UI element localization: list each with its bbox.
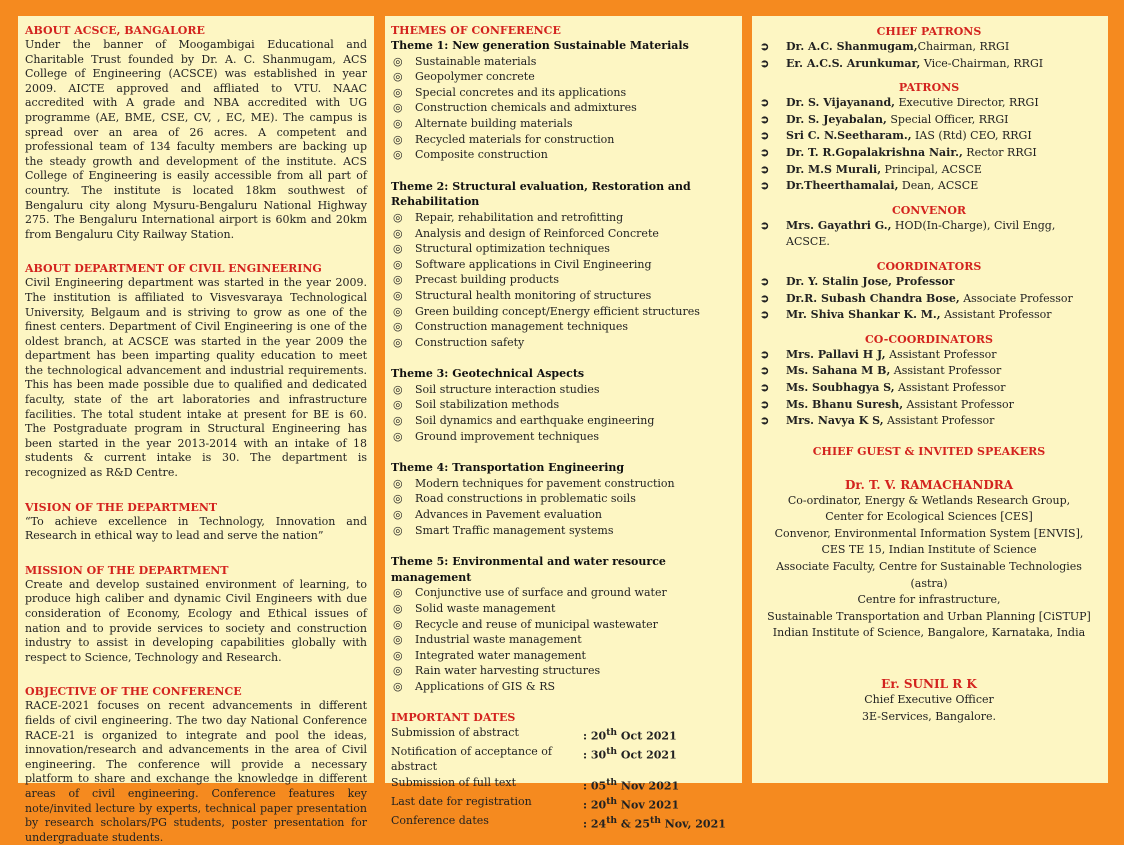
theme-item: ◎ Soil structure interaction studies bbox=[393, 382, 600, 396]
speaker-line: CES TE 15, Indian Institute of Science bbox=[821, 543, 1037, 557]
theme-block bbox=[391, 179, 734, 351]
middle-panel bbox=[385, 16, 742, 831]
speaker-line: Center for Ecological Sciences [CES] bbox=[825, 510, 1033, 524]
vision-text: “To achieve excellence in Technology, Innovation and Research in ethical way to lead and serve the nation” bbox=[25, 514, 367, 543]
arrow-icon: ➲ bbox=[760, 145, 770, 159]
dates-heading: IMPORTANT DATES bbox=[391, 710, 516, 724]
bullet-icon: ◎ bbox=[393, 382, 403, 396]
bullet-icon: ◎ bbox=[393, 476, 403, 490]
theme-item: ◎ Geopolymer concrete bbox=[393, 70, 535, 84]
co-coordinators-heading: CO-COORDINATORS bbox=[865, 332, 993, 346]
theme-item: ◎ Green building concept/Energy efficient structures bbox=[393, 304, 700, 318]
arrow-icon: ➲ bbox=[760, 274, 770, 288]
bullet-icon: ◎ bbox=[393, 664, 403, 678]
convenor-item: ➲ Mrs. Gayathri G., HOD(In-Charge), Civil Engg, ACSCE. bbox=[760, 218, 1056, 249]
theme-item: ◎ Soil stabilization methods bbox=[393, 398, 560, 412]
date-row: Conference dates : 24th & 25th Nov, 2021 bbox=[391, 814, 726, 831]
bullet-icon: ◎ bbox=[393, 398, 403, 412]
coordinators-heading: COORDINATORS bbox=[876, 259, 982, 273]
theme-item: ◎ Precast building products bbox=[393, 273, 560, 287]
objective-heading: OBJECTIVE OF THE CONFERENCE bbox=[25, 685, 242, 699]
about-dept-heading: ABOUT DEPARTMENT OF CIVIL ENGINEERING bbox=[25, 262, 322, 276]
theme-item: ◎ Recycled materials for construction bbox=[393, 132, 615, 146]
theme-block bbox=[391, 366, 734, 444]
convenor-heading: CONVENOR bbox=[891, 203, 967, 217]
theme-item: ◎ Recycle and reuse of municipal wastewater bbox=[393, 617, 658, 631]
chief-patrons-heading: CHIEF PATRONS bbox=[876, 25, 982, 38]
bullet-icon: ◎ bbox=[393, 210, 403, 224]
speaker-line: 3E-Services, Bangalore. bbox=[861, 709, 997, 723]
bullet-icon: ◎ bbox=[393, 242, 403, 256]
theme-title: Theme 4: Transportation Engineering bbox=[391, 461, 625, 475]
arrow-icon: ➲ bbox=[760, 162, 770, 176]
co-coordinator-item: ➲ Ms. Bhanu Suresh, Assistant Professor bbox=[758, 397, 1100, 414]
bullet-icon: ◎ bbox=[393, 257, 403, 271]
chief-patron-item: ➲ Er. A.C.S. Arunkumar, Vice-Chairman, RRGI bbox=[758, 56, 1100, 73]
bullet-icon: ◎ bbox=[393, 429, 403, 443]
theme-item: ◎ Ground improvement techniques bbox=[393, 429, 599, 443]
patron-item: ➲ Dr. S. Jeyabalan, Special Officer, RRGI bbox=[758, 112, 1100, 129]
theme-item: ◎ Industrial waste management bbox=[393, 633, 582, 647]
speaker-name: Er. SUNIL R K bbox=[881, 677, 977, 692]
bullet-icon: ◎ bbox=[393, 54, 403, 68]
theme-item: ◎ Composite construction bbox=[393, 148, 548, 162]
bullet-icon: ◎ bbox=[393, 132, 403, 146]
bullet-icon: ◎ bbox=[393, 508, 403, 522]
theme-item: ◎ Alternate building materials bbox=[393, 116, 573, 130]
date-row: Submission of abstract : 20th Oct 2021 bbox=[391, 725, 677, 743]
theme-item: ◎ Construction management techniques bbox=[393, 320, 629, 334]
co-coordinator-item: ➲ Mrs. Navya K S, Assistant Professor bbox=[758, 413, 1100, 430]
mission-text: Create and develop sustained environment of learning, to produce high caliber and dynamic Civil Engineers with due consideration of Economy, Ecology and Ethical issues of nation and to provide services to society and construction industry to assist in developing capabilities globally with respect to Science, Technology and Research. bbox=[25, 577, 367, 664]
coordinator-item: ➲ Dr.R. Subash Chandra Bose, Associate Professor bbox=[758, 291, 1100, 308]
bullet-icon: ◎ bbox=[393, 320, 403, 334]
speaker-line: Convenor, Environmental Information System [ENVIS], bbox=[774, 526, 1084, 540]
theme-item: ◎ Structural health monitoring of structures bbox=[393, 288, 652, 302]
theme-item: ◎ Integrated water management bbox=[393, 648, 586, 662]
bullet-icon: ◎ bbox=[393, 679, 403, 693]
bullet-icon: ◎ bbox=[393, 586, 403, 600]
themes-heading: THEMES OF CONFERENCE bbox=[391, 24, 561, 37]
about-dept-text: Civil Engineering department was started in the year 2009. The institution is affiliated to Visvesvaraya Technological University, Belgaum and is striving to grow as one of the finest centers. Department of Civil Engineering is one of the oldest branch, at ACSCE was started in the year 2009 the department has been imparting quality education to meet the technological advancement and industrial requirements. This has been made possible due to qualified and dedicated faculty, state of the art laboratories and infrastructure facilities. The total student intake at present for BE is 60. The Postgraduate program in Structural Engineering has been started in the year 2013-2014 with an intake of 18 students & current intake is 30. The department is recognized as R&D Centre. bbox=[25, 276, 367, 480]
theme-item: ◎ Construction chemicals and admixtures bbox=[393, 101, 637, 115]
theme-item: ◎ Smart Traffic management systems bbox=[393, 523, 614, 537]
theme-item: ◎ Special concretes and its applications bbox=[393, 85, 627, 99]
arrow-icon: ➲ bbox=[760, 347, 770, 361]
bullet-icon: ◎ bbox=[393, 523, 403, 537]
theme-item: ◎ Construction safety bbox=[393, 335, 525, 349]
patron-item: ➲ Dr. T. R.Gopalakrishna Nair., Rector RRGI bbox=[758, 145, 1100, 162]
speaker-line: Associate Faculty, Centre for Sustainable Technologies (astra) bbox=[776, 560, 1082, 590]
theme-block bbox=[391, 554, 734, 694]
bullet-icon: ◎ bbox=[393, 648, 403, 662]
arrow-icon: ➲ bbox=[760, 112, 770, 126]
theme-title: Theme 1: New generation Sustainable Materials bbox=[391, 39, 689, 52]
speaker-line: Chief Executive Officer bbox=[864, 693, 994, 707]
arrow-icon: ➲ bbox=[760, 179, 770, 193]
bullet-icon: ◎ bbox=[393, 116, 403, 130]
co-coordinator-item: ➲ Ms. Sahana M B, Assistant Professor bbox=[758, 363, 1100, 380]
bullet-icon: ◎ bbox=[393, 85, 403, 99]
dates-table bbox=[391, 725, 726, 833]
bullet-icon: ◎ bbox=[393, 70, 403, 84]
bullet-icon: ◎ bbox=[393, 602, 403, 615]
theme-item: ◎ Structural optimization techniques bbox=[393, 242, 610, 256]
bullet-icon: ◎ bbox=[393, 633, 403, 647]
bullet-icon: ◎ bbox=[393, 304, 403, 318]
theme-item: ◎ Solid waste management bbox=[393, 602, 556, 615]
speakers-heading: CHIEF GUEST & INVITED SPEAKERS bbox=[812, 444, 1046, 458]
about-acsce-text: Under the banner of Moogambigai Educational and Charitable Trust founded by Dr. A. C. Shanmugam, ACS College of Engineering (ACSCE) was established in year 2009. AICTE approved and affliated to VTU. NAAC accredited with A grade and NBA accredited with UG programme (AE, BME, CSE, CV, , EC, ME). The campus is spread over an area of 26 acres. A competent and professional team of 134 faculty members are backing up the steady growth and development of the institute. ACS College of Engineering is easily accessible from all part of country. The institute is located 18km southwest of Bengaluru city along Mysuru-Bengaluru National Highway 275. The Bengaluru International airport is 60km and 20km from Bengaluru City Railway Station. bbox=[25, 38, 367, 241]
arrow-icon: ➲ bbox=[760, 40, 770, 53]
date-row: Last date for registration : 20th Nov 2021 bbox=[391, 794, 680, 812]
arrow-icon: ➲ bbox=[760, 397, 770, 411]
chief-patron-item: ➲ Dr. A.C. Shanmugam,Chairman, RRGI bbox=[758, 39, 1100, 56]
date-row: Notification of acceptance of abstract : 30th Oct 2021 bbox=[391, 744, 677, 774]
theme-block bbox=[391, 460, 734, 538]
arrow-icon: ➲ bbox=[760, 129, 770, 143]
co-coordinator-item: ➲ Ms. Soubhagya S, Assistant Professor bbox=[758, 380, 1100, 397]
theme-item: ◎ Modern techniques for pavement construction bbox=[393, 476, 675, 490]
mission-heading: MISSION OF THE DEPARTMENT bbox=[25, 563, 229, 577]
about-acsce-heading: ABOUT ACSCE, BANGALORE bbox=[25, 24, 205, 37]
theme-title: Theme 2: Structural evaluation, Restoration and Rehabilitation bbox=[391, 179, 691, 209]
bullet-icon: ◎ bbox=[393, 226, 403, 240]
patron-item: ➲ Dr. S. Vijayanand, Executive Director, RRGI bbox=[758, 95, 1100, 112]
bullet-icon: ◎ bbox=[393, 492, 403, 506]
theme-item: ◎ Sustainable materials bbox=[393, 54, 537, 68]
objective-text: RACE-2021 focuses on recent advancements in different fields of civil engineering. The two day National Conference RACE-21 is organized to integrate and pool the ideas, innovation/research and advancements in the area of Civil engineering. The conference will provide a necessary platform to share and exchange the knowledge in different areas of civil engineering. Conference features key note/invited lecture by experts, technical paper presentation by research scholars/PG students, poster presentation for undergraduate students. bbox=[25, 699, 367, 844]
theme-item: ◎ Repair, rehabilitation and retrofitting bbox=[393, 210, 624, 224]
speaker-line: Centre for infrastructure, bbox=[857, 593, 1001, 607]
right-panel bbox=[752, 16, 1108, 783]
bullet-icon: ◎ bbox=[393, 101, 403, 115]
speaker-line: Co-ordinator, Energy & Wetlands Research Group, bbox=[787, 493, 1071, 507]
speaker-line: Indian Institute of Science, Bangalore, Karnataka, India bbox=[772, 626, 1086, 640]
coordinator-item: ➲ Dr. Y. Stalin Jose, Professor bbox=[758, 274, 1100, 291]
bullet-icon: ◎ bbox=[393, 148, 403, 162]
bullet-icon: ◎ bbox=[393, 273, 403, 287]
theme-item: ◎ Analysis and design of Reinforced Concrete bbox=[393, 226, 659, 240]
theme-block bbox=[391, 38, 734, 163]
theme-item: ◎ Road constructions in problematic soils bbox=[393, 492, 636, 506]
bullet-icon: ◎ bbox=[393, 414, 403, 428]
bullet-icon: ◎ bbox=[393, 617, 403, 631]
arrow-icon: ➲ bbox=[760, 364, 770, 378]
coordinator-item: ➲ Mr. Shiva Shankar K. M., Assistant Professor bbox=[758, 307, 1100, 324]
vision-heading: VISION OF THE DEPARTMENT bbox=[25, 500, 218, 514]
theme-item: ◎ Applications of GIS & RS bbox=[393, 679, 556, 693]
theme-item: ◎ Soil dynamics and earthquake engineering bbox=[393, 414, 655, 428]
arrow-icon: ➲ bbox=[760, 414, 770, 428]
bullet-icon: ◎ bbox=[393, 335, 403, 349]
arrow-icon: ➲ bbox=[760, 308, 770, 322]
arrow-icon: ➲ bbox=[760, 96, 770, 110]
theme-item: ◎ Rain water harvesting structures bbox=[393, 664, 601, 678]
speaker-name: Dr. T. V. RAMACHANDRA bbox=[844, 477, 1014, 492]
theme-title: Theme 3: Geotechnical Aspects bbox=[391, 367, 585, 381]
arrow-icon: ➲ bbox=[760, 218, 770, 232]
speaker-line: Sustainable Transportation and Urban Planning [CiSTUP] bbox=[767, 609, 1091, 623]
bullet-icon: ◎ bbox=[393, 288, 403, 302]
date-row: Submission of full text : 05th Nov 2021 bbox=[391, 775, 680, 793]
arrow-icon: ➲ bbox=[760, 291, 770, 305]
arrow-icon: ➲ bbox=[760, 380, 770, 394]
patron-item: ➲ Dr. M.S Murali, Principal, ACSCE bbox=[758, 162, 1100, 179]
arrow-icon: ➲ bbox=[760, 56, 770, 70]
patron-item: ➲ Dr.Theerthamalai, Dean, ACSCE bbox=[758, 178, 1100, 195]
co-coordinator-item: ➲ Mrs. Pallavi H J, Assistant Professor bbox=[758, 347, 1100, 364]
patrons-heading: PATRONS bbox=[898, 81, 960, 95]
left-panel bbox=[18, 16, 374, 844]
patron-item: ➲ Sri C. N.Seetharam., IAS (Rtd) CEO, RRGI bbox=[758, 128, 1100, 145]
theme-item: ◎ Conjunctive use of surface and ground water bbox=[393, 586, 667, 600]
theme-item: ◎ Software applications in Civil Engineering bbox=[393, 257, 652, 271]
theme-title: Theme 5: Environmental and water resource management bbox=[391, 555, 666, 584]
theme-item: ◎ Advances in Pavement evaluation bbox=[393, 508, 602, 522]
